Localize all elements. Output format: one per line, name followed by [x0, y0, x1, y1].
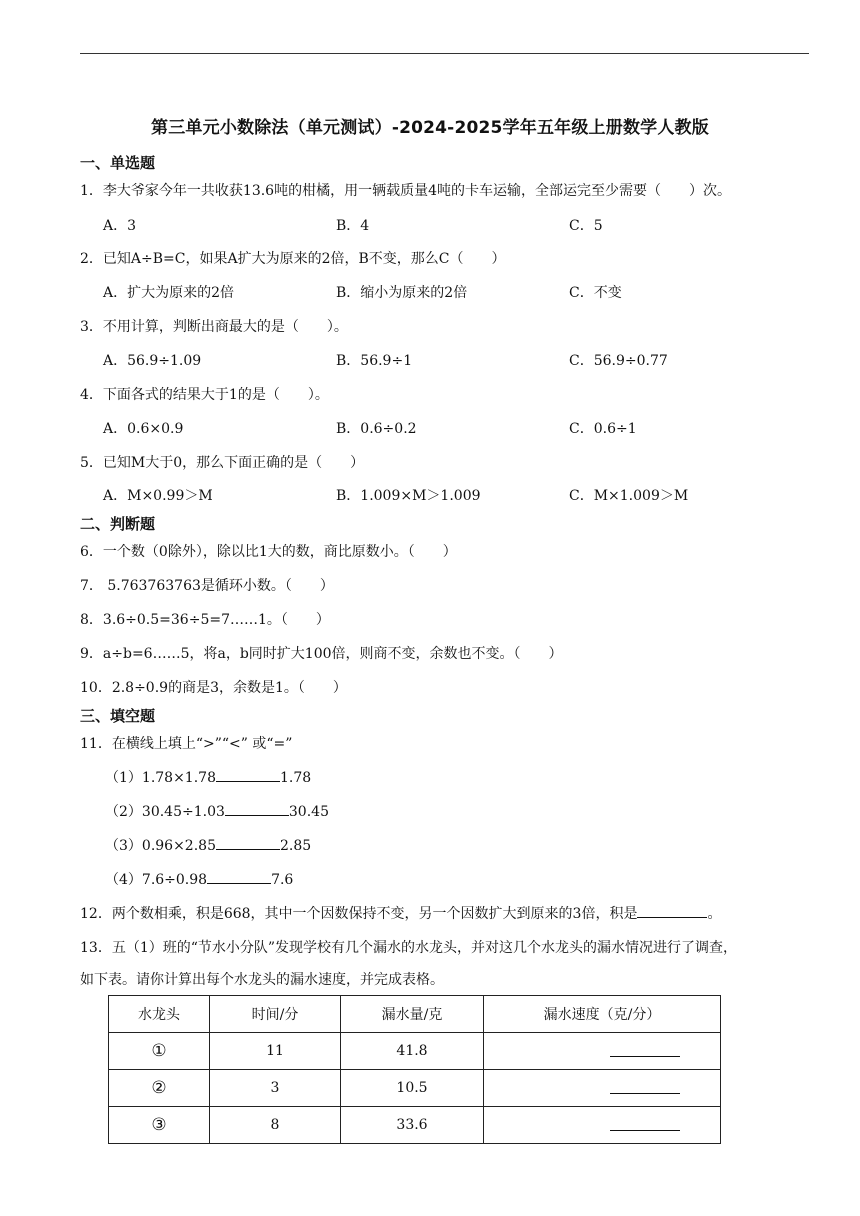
q2-option-b: B．缩小为原来的2倍 [336, 285, 468, 301]
q11-item-4-right: 7.6 [271, 872, 294, 888]
q11-item-4-left: （4）7.6÷0.98 [105, 872, 208, 888]
answer-blank[interactable] [637, 903, 707, 918]
section-heading-fill-blank: 三、填空题 [80, 707, 156, 725]
table-header: 漏水量/克 [341, 996, 484, 1033]
question-5: 5．已知M大于0，那么下面正确的是（ ） [80, 455, 365, 471]
question-7: 7． 5.763763763是循环小数。（ ） [80, 578, 334, 594]
amount-cell: 33.6 [341, 1107, 484, 1144]
table-row [109, 1070, 721, 1107]
table-header: 时间/分 [210, 996, 341, 1033]
question-1: 1．李大爷家今年一共收获13.6吨的柑橘，用一辆载质量4吨的卡车运输，全部运完至少需要（ ）次。 [80, 183, 731, 199]
question-12-end: 。 [707, 906, 722, 922]
q1-option-a: A．3 [103, 218, 137, 234]
q4-option-a: A．0.6×0.9 [103, 421, 184, 437]
faucet-id: ① [109, 1033, 210, 1070]
question-11: 11．在横线上填上“>”“<” 或“=” [80, 736, 293, 752]
question-6: 6．一个数（0除外），除以比1大的数，商比原数小。（ ） [80, 544, 457, 560]
q1-option-c: C．5 [569, 218, 603, 234]
question-12-text: 12．两个数相乘，积是668，其中一个因数保持不变，另一个因数扩大到原来的3倍，积是 [80, 906, 638, 922]
answer-blank[interactable] [610, 1079, 680, 1094]
q5-option-c: C．M×1.009＞M [569, 488, 689, 504]
question-10: 10．2.8÷0.9的商是3，余数是1。（ ） [80, 680, 347, 696]
time-cell: 3 [210, 1070, 341, 1107]
q11-item-2-right: 30.45 [288, 804, 329, 820]
leak-rate-table [108, 995, 721, 1144]
q1-option-b: B．4 [336, 218, 370, 234]
speed-cell [484, 1070, 721, 1107]
speed-cell [484, 1033, 721, 1070]
section-heading-single-choice: 一、单选题 [80, 154, 156, 172]
faucet-id: ③ [109, 1107, 210, 1144]
amount-cell: 41.8 [341, 1033, 484, 1070]
q11-item-3-right: 2.85 [279, 838, 312, 854]
q3-option-a: A．56.9÷1.09 [103, 353, 202, 369]
time-cell: 8 [210, 1107, 341, 1144]
table-header: 水龙头 [109, 996, 210, 1033]
answer-blank[interactable] [216, 835, 280, 850]
q2-option-c: C．不变 [569, 285, 622, 301]
page-title: 第三单元小数除法（单元测试）-2024-2025学年五年级上册数学人教版 [151, 118, 709, 138]
amount-cell: 10.5 [341, 1070, 484, 1107]
answer-blank[interactable] [207, 869, 271, 884]
question-9: 9．a÷b=6……5，将a，b同时扩大100倍，则商不变，余数也不变。（ ） [80, 646, 563, 662]
q11-item-3-left: （3）0.96×2.85 [105, 838, 216, 854]
question-13-line-2: 如下表。请你计算出每个水龙头的漏水速度，并完成表格。 [80, 972, 444, 988]
answer-blank[interactable] [225, 801, 289, 816]
question-2: 2．已知A÷B=C，如果A扩大为原来的2倍，B不变，那么C（ ） [80, 251, 506, 267]
q11-item-1-right: 1.78 [279, 770, 312, 786]
answer-blank[interactable] [216, 767, 280, 782]
question-12 [80, 903, 721, 923]
question-3: 3．不用计算，判断出商最大的是（ ）。 [80, 319, 348, 335]
table-header-row [109, 996, 721, 1033]
q5-option-b: B．1.009×M＞1.009 [336, 488, 481, 504]
question-13-line-1: 13．五（1）班的“节水小分队”发现学校有几个漏水的水龙头，并对这几个水龙头的漏水情况进行了调查， [80, 940, 738, 956]
q3-option-c: C．56.9÷0.77 [569, 353, 668, 369]
q11-item-4 [105, 869, 293, 889]
speed-cell [484, 1107, 721, 1144]
q5-option-a: A．M×0.99＞M [103, 488, 213, 504]
answer-blank[interactable] [610, 1042, 680, 1057]
time-cell: 11 [210, 1033, 341, 1070]
q4-option-c: C．0.6÷1 [569, 421, 637, 437]
q11-item-1 [105, 767, 311, 787]
q11-item-1-left: （1）1.78×1.78 [105, 770, 216, 786]
table-row [109, 1033, 721, 1070]
table-row [109, 1107, 721, 1144]
question-4: 4．下面各式的结果大于1的是（ ）。 [80, 387, 329, 403]
section-heading-true-false: 二、判断题 [80, 515, 156, 533]
header-rule [80, 53, 809, 54]
faucet-id: ② [109, 1070, 210, 1107]
q11-item-3 [105, 835, 311, 855]
question-8: 8．3.6÷0.5=36÷5=7……1。（ ） [80, 612, 330, 628]
q3-option-b: B．56.9÷1 [336, 353, 413, 369]
q11-item-2 [105, 801, 329, 821]
q2-option-a: A．扩大为原来的2倍 [103, 285, 235, 301]
answer-blank[interactable] [610, 1116, 680, 1131]
q11-item-2-left: （2）30.45÷1.03 [105, 804, 225, 820]
q4-option-b: B．0.6÷0.2 [336, 421, 417, 437]
table-header: 漏水速度（克/分） [484, 996, 721, 1033]
